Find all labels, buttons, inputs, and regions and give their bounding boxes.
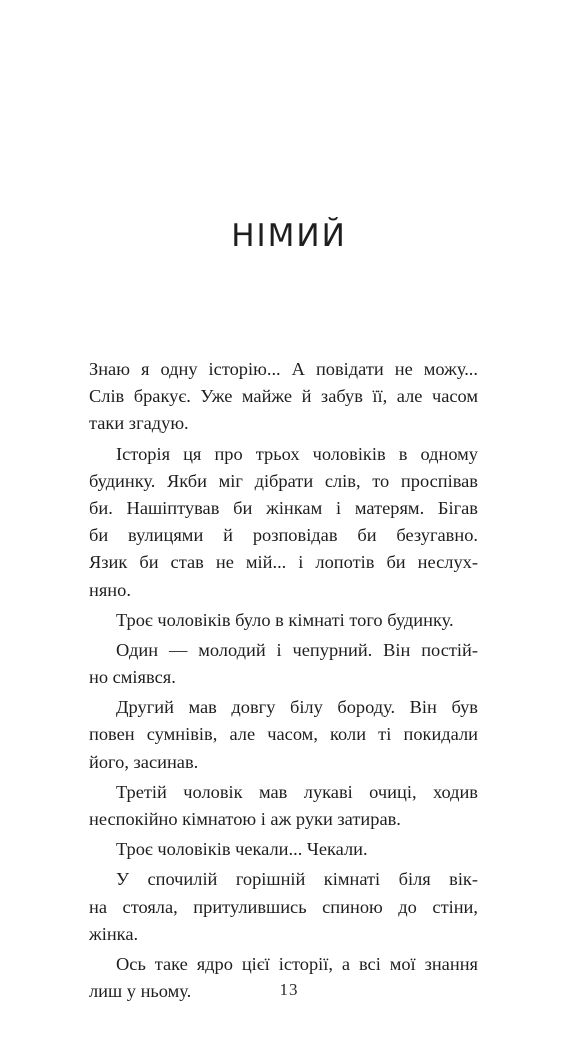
- text-line: би вулицями й розповідав би безугавно.: [89, 525, 478, 546]
- text-line: Ось таке ядро цієї історії, а всі мої знання: [116, 953, 478, 974]
- text-line: жінка.: [89, 923, 139, 944]
- paragraph-4: [89, 637, 478, 691]
- text-line: няно.: [89, 579, 131, 600]
- paragraph-8: [89, 866, 478, 948]
- text-line: Язик би став не мій... і лопотів би неслух-: [89, 552, 478, 573]
- paragraph-7: [89, 836, 478, 863]
- text-line: Знаю я одну історію... А повідати не можу...: [89, 359, 478, 379]
- text-line: Один — молодий і чепурний. Він постій-: [116, 639, 478, 660]
- text-line: би. Нашіптував би жінкам і матерям. Бігав: [89, 497, 478, 518]
- text-line: но сміявся.: [89, 667, 176, 688]
- text-line: будинку. Якби міг дібрати слів, то проспівав: [89, 470, 478, 491]
- paragraph-1: [89, 356, 478, 438]
- page-number: 13: [279, 980, 299, 999]
- text-line: таки згадую.: [89, 413, 189, 434]
- text-line: Троє чоловіків було в кімнаті того будинку.: [116, 609, 454, 630]
- paragraph-3: [89, 607, 478, 634]
- text-line: Третій чоловік мав лукаві очиці, ходив: [116, 781, 478, 802]
- text-line: лиш у ньому.: [89, 981, 192, 1002]
- text-line: неспокійно кімнатою і аж руки затирав.: [89, 809, 401, 829]
- chapter-title: НІМИЙ: [231, 218, 347, 254]
- text-line: Історія ця про трьох чоловіків в одному: [116, 443, 478, 464]
- text-line: його, засинав.: [89, 751, 199, 772]
- text-line: на стояла, притулившись спиною до стіни,: [89, 896, 478, 917]
- paragraph-6: [89, 779, 478, 833]
- text-line: повен сумнівів, але часом, коли ті покидали: [89, 724, 478, 745]
- text-line: У спочилій горішній кімнаті біля вік-: [116, 869, 478, 890]
- text-line: Слів бракує. Уже майже й забув її, але часом: [89, 386, 478, 407]
- body-text: [89, 356, 478, 1005]
- text-line: Троє чоловіків чекали... Чекали.: [116, 839, 368, 860]
- paragraph-5: [89, 694, 478, 776]
- paragraph-2: [89, 441, 478, 604]
- text-line: Другий мав довгу білу бороду. Він був: [116, 697, 478, 718]
